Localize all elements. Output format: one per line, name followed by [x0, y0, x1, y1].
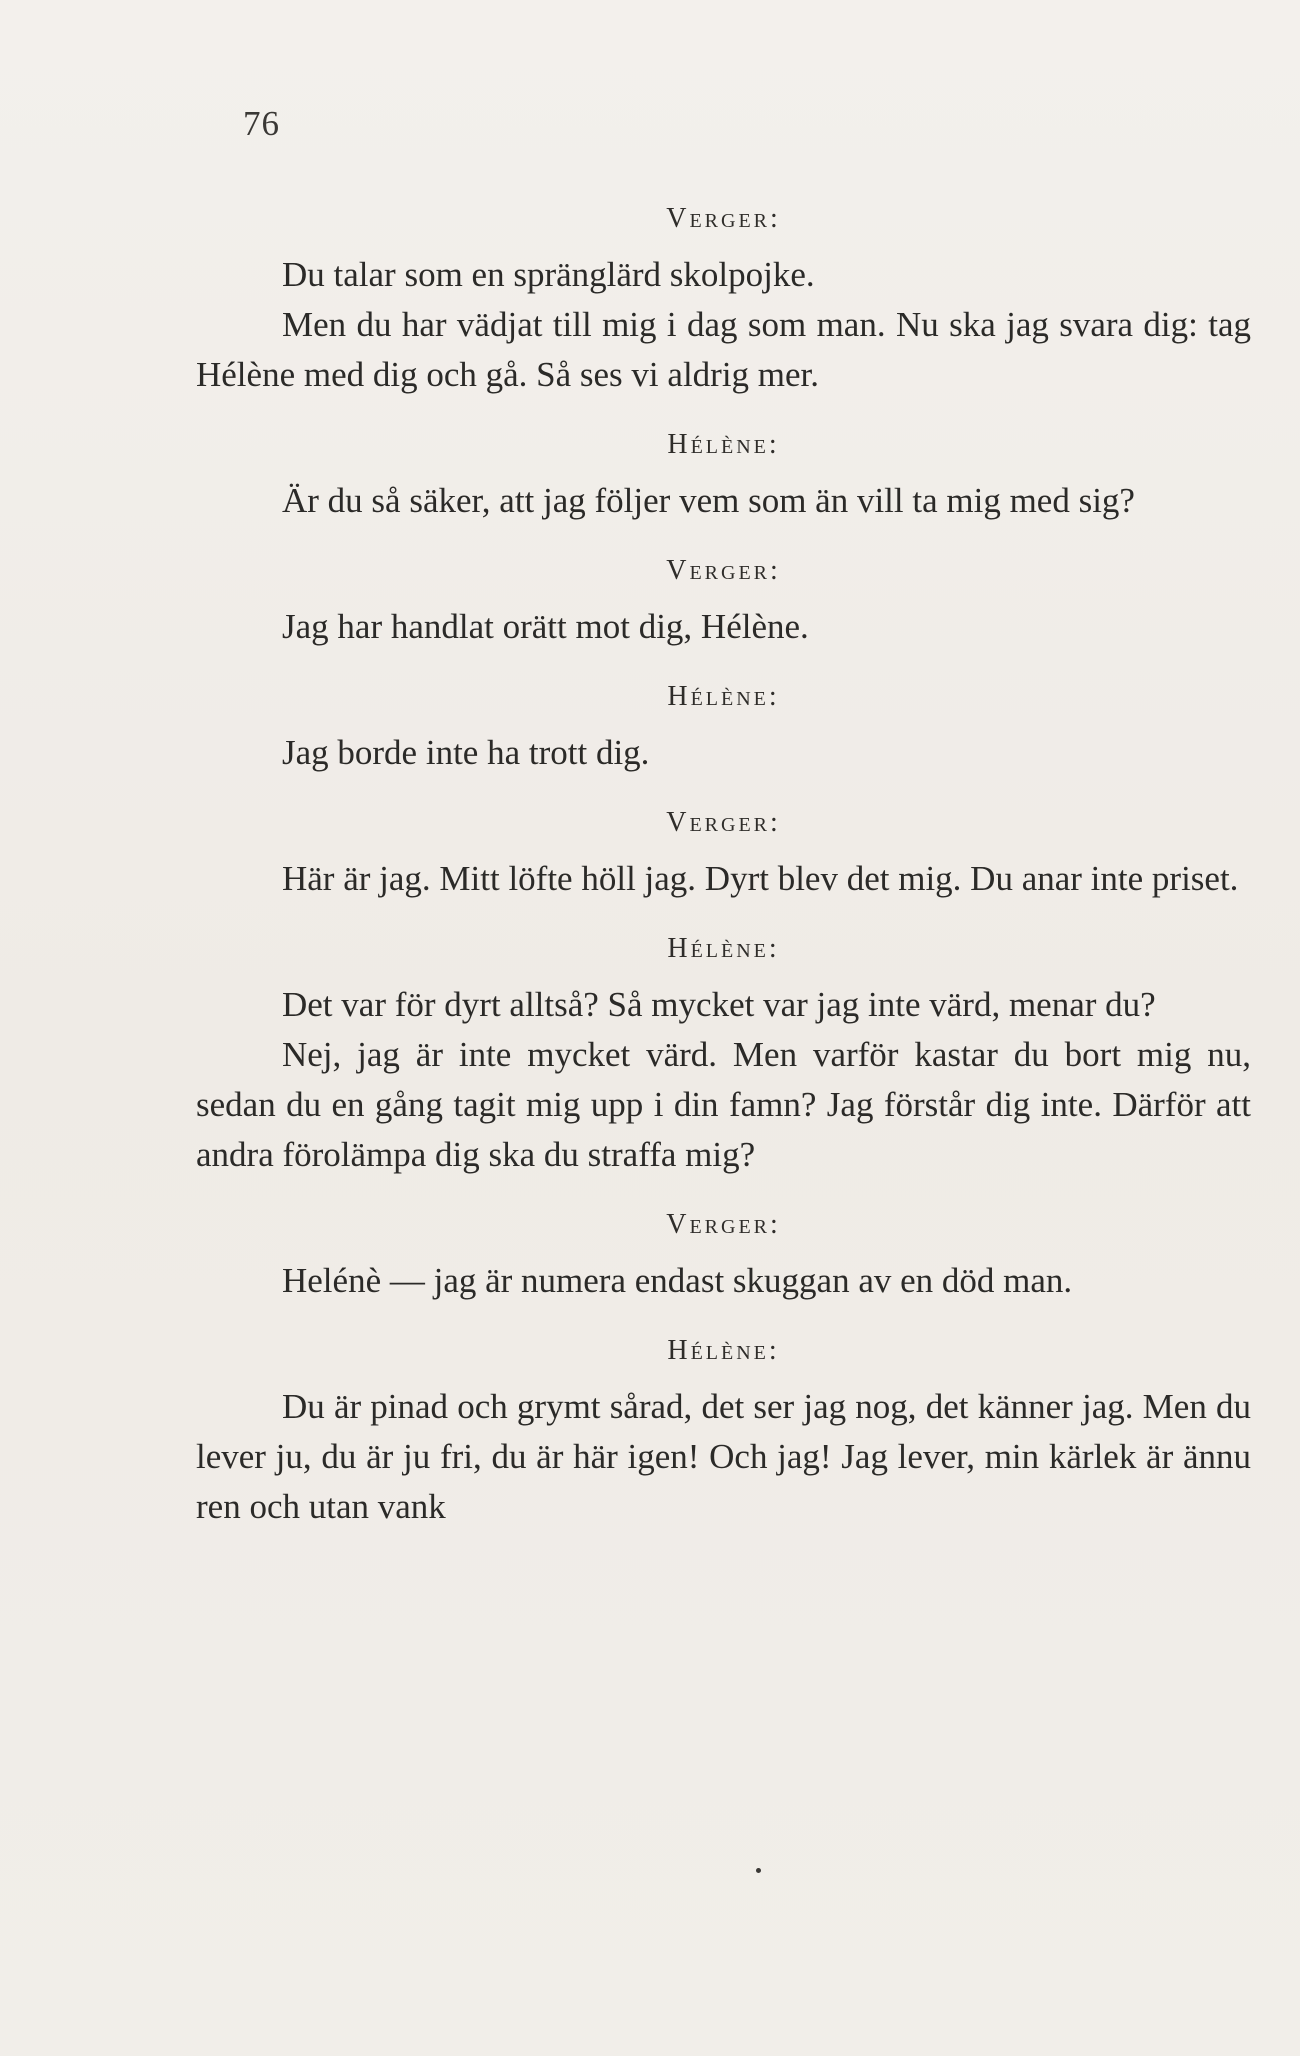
speech	[196, 728, 1251, 778]
speaker-name: Hélène:	[667, 681, 780, 712]
speech-paragraph: Helénè — jag är numera endast skuggan av en död man.	[282, 1261, 1073, 1300]
speech-paragraph: Jag har handlat orätt mot dig, Hélène.	[282, 607, 809, 646]
speech-paragraph: Här är jag. Mitt löfte höll jag. Dyrt blev det mig. Du anar inte priset.	[282, 859, 1239, 898]
speech-paragraph: Men du har vädjat till mig i dag som man. Nu ska jag svara dig: tag Hélène med dig och gå. Så ses vi aldrig mer.	[196, 305, 1251, 394]
speaker-name: Verger:	[666, 1209, 781, 1240]
dialogue-text	[196, 188, 1251, 1532]
speech-paragraph: Jag borde inte ha trott dig.	[282, 733, 650, 772]
print-speck	[756, 1868, 761, 1873]
speech	[196, 476, 1251, 526]
speech	[196, 1256, 1251, 1306]
speech	[196, 1382, 1251, 1532]
speaker-name: Hélène:	[667, 429, 780, 460]
speaker-name: Hélène:	[667, 1335, 780, 1366]
page-number: 76	[243, 104, 280, 143]
speech-paragraph: Du är pinad och grymt sårad, det ser jag nog, det känner jag. Men du lever ju, du är ju fri, du är här igen! Och jag! Jag lever, min kärlek är ännu ren och utan vank	[196, 1387, 1251, 1526]
speech	[196, 980, 1251, 1180]
speaker-name: Verger:	[666, 203, 781, 234]
speech	[196, 602, 1251, 652]
speech-paragraph: Är du så säker, att jag följer vem som än vill ta mig med sig?	[282, 481, 1135, 520]
speaker-name: Verger:	[666, 807, 781, 838]
speaker-name: Verger:	[666, 555, 781, 586]
speech	[196, 854, 1251, 904]
speech-paragraph: Nej, jag är inte mycket värd. Men varför kastar du bort mig nu, sedan du en gång tagit mig upp i din famn? Jag förstår dig inte. Därför att andra förolämpa dig ska du straffa mig?	[196, 1035, 1251, 1174]
speech	[196, 250, 1251, 400]
speech-paragraph: Det var för dyrt alltså? Så mycket var jag inte värd, menar du?	[282, 985, 1156, 1024]
speaker-name: Hélène:	[667, 933, 780, 964]
speech-paragraph: Du talar som en spränglärd skolpojke.	[282, 255, 815, 294]
